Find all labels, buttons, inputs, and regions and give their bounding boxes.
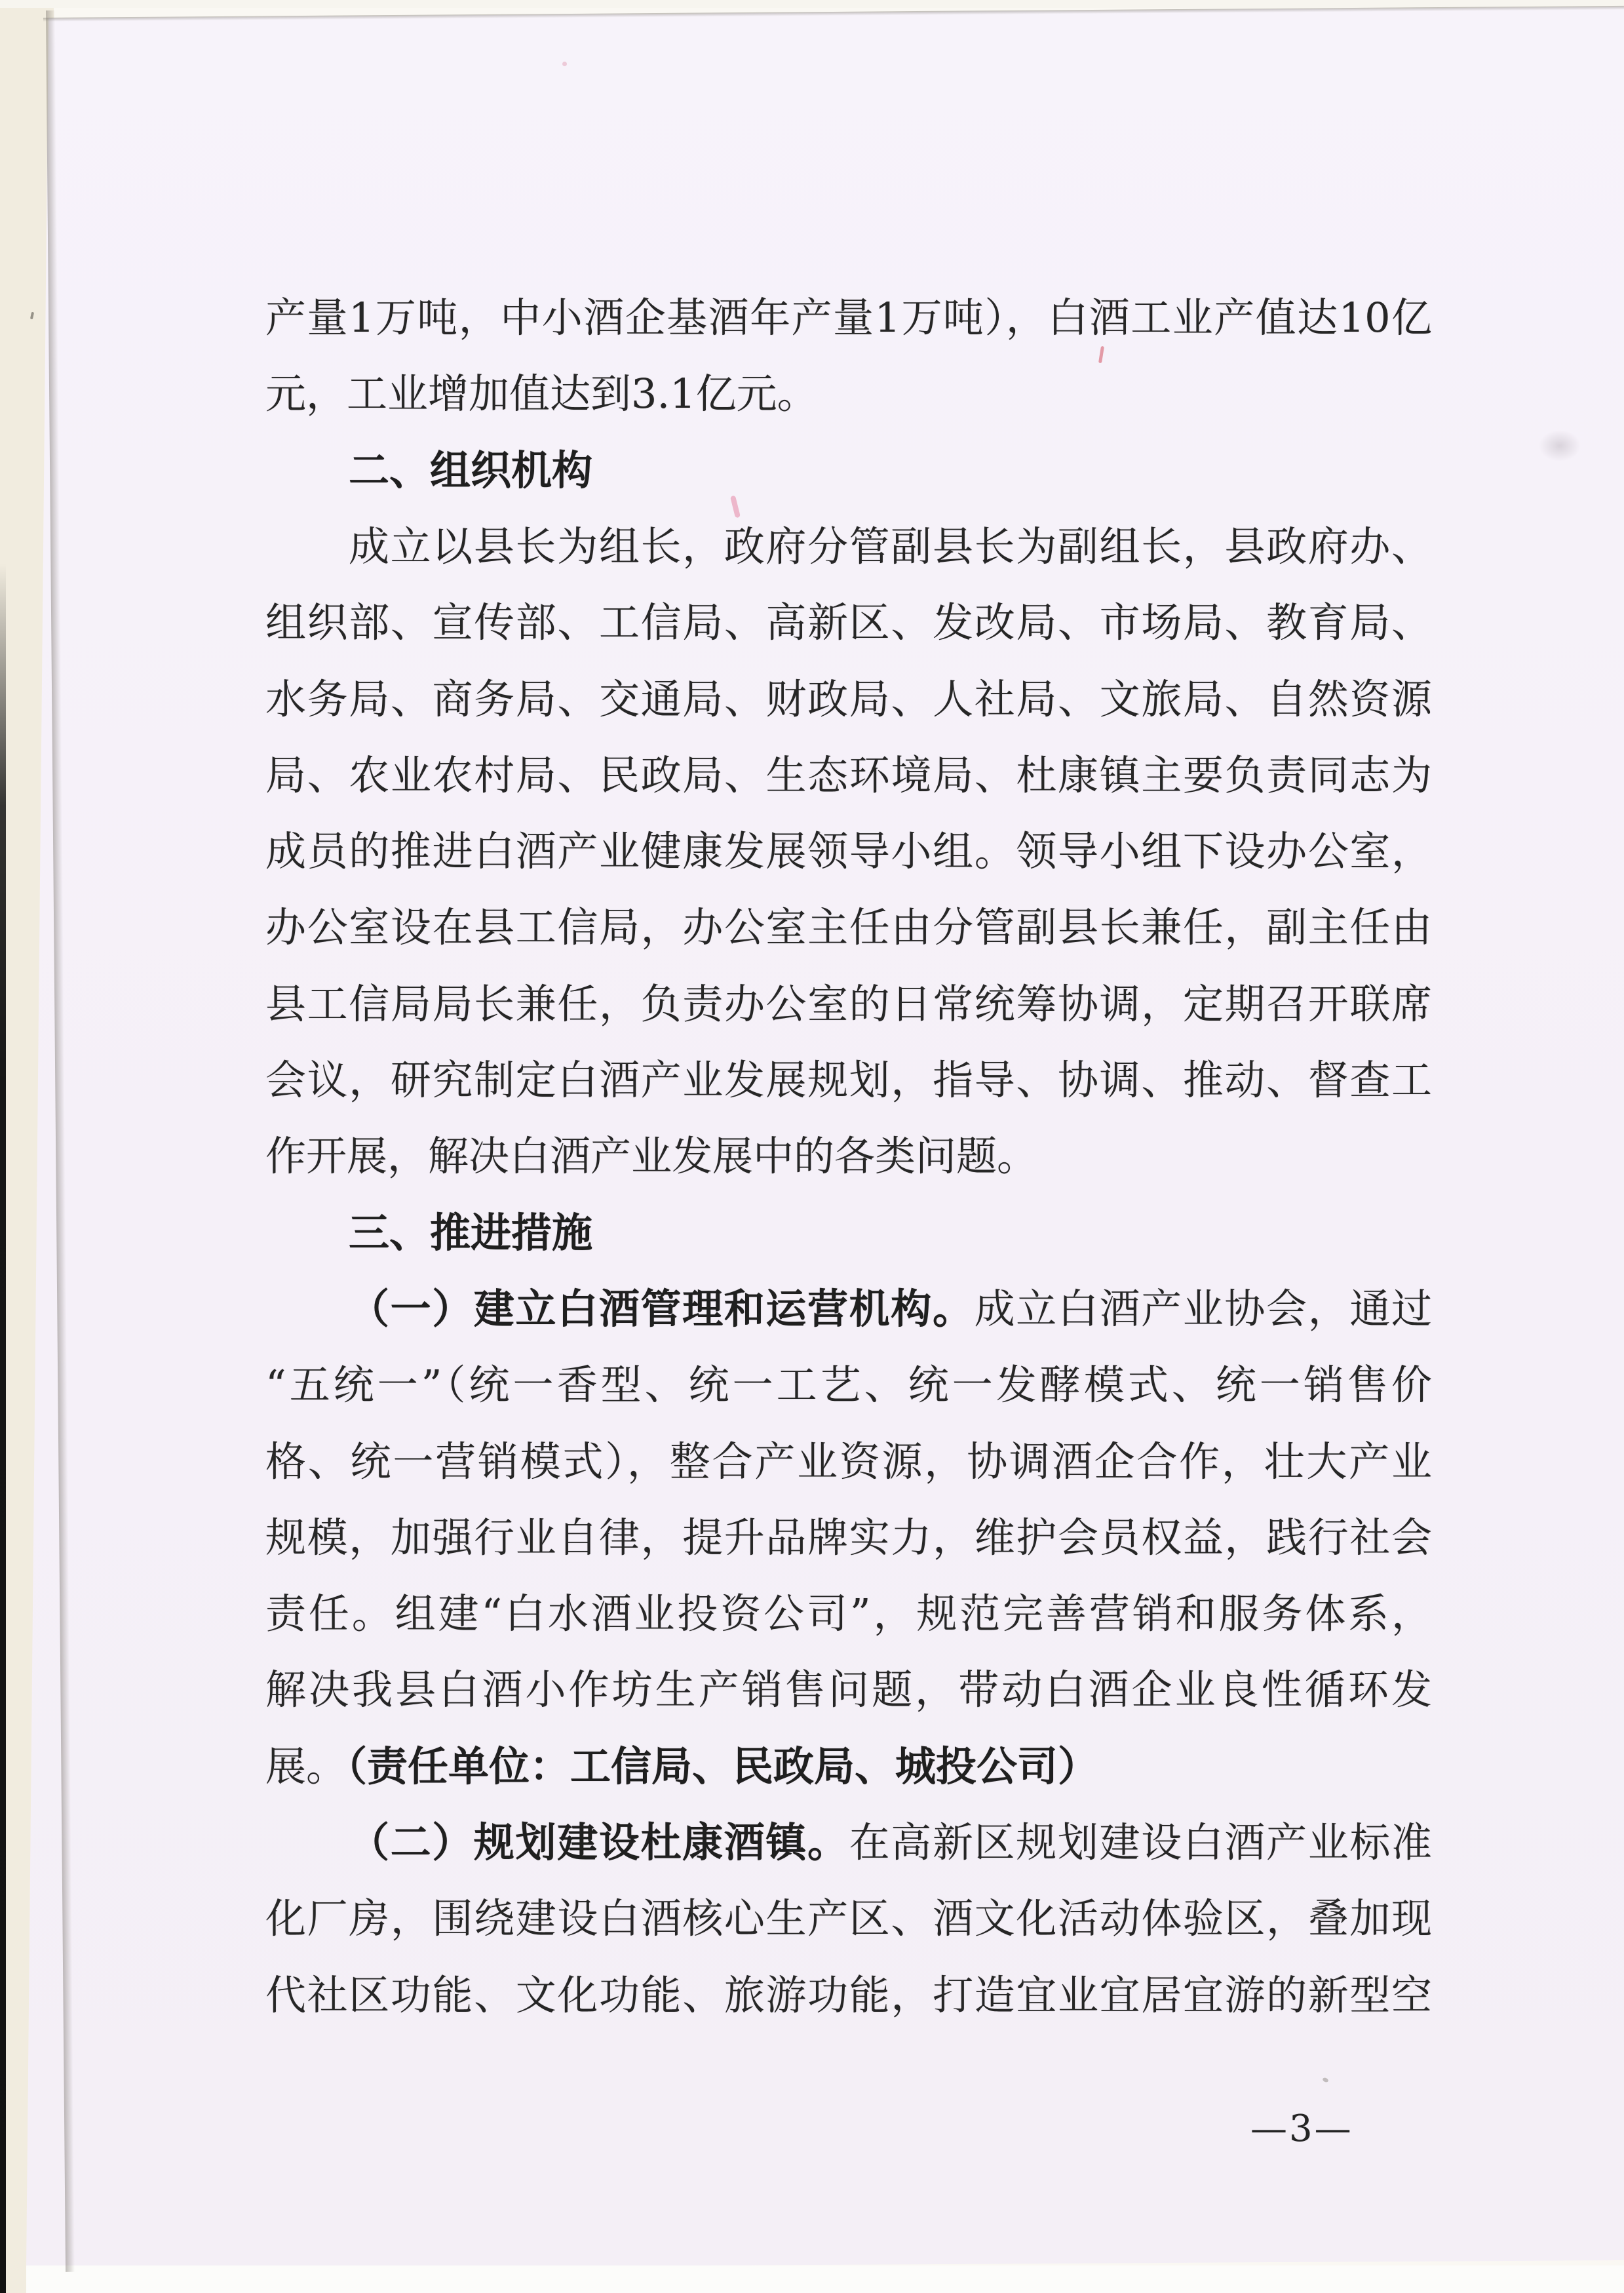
page-number: —3— xyxy=(1250,2107,1353,2150)
text-segment: 办公室设在县工信局，办公室主任由分管副县长兼任，副主任由 xyxy=(265,904,1432,951)
bold-text-segment: （二）规划建设杜康酒镇。 xyxy=(349,1819,849,1866)
text-segment: “五统一”（统一香型、统一工艺、统一发酵模式、统一销售价 xyxy=(265,1362,1432,1409)
text-segment: 会议，研究制定白酒产业发展规划，指导、协调、推动、督查工 xyxy=(265,1057,1432,1104)
bold-text-segment: 三、推进措施 xyxy=(349,1209,593,1257)
text-segment: 作开展，解决白酒产业发展中的各类问题。 xyxy=(265,1133,1038,1180)
text-line xyxy=(265,1362,1432,1411)
text-line xyxy=(349,1285,1432,1335)
text-line xyxy=(265,599,1432,649)
text-line xyxy=(265,1972,1432,2022)
text-line xyxy=(265,370,1432,420)
text-segment: 成立以县长为组长，政府分管副县长为副组长，县政府办、 xyxy=(349,523,1432,570)
text-segment: 在高新区规划建设白酒产业标准 xyxy=(849,1819,1432,1866)
text-line xyxy=(349,523,1432,573)
text-line xyxy=(265,981,1432,1030)
text-line xyxy=(265,1133,1432,1183)
text-line xyxy=(265,1590,1432,1640)
text-line xyxy=(265,1743,1432,1793)
text-segment: 代社区功能、文化功能、旅游功能，打造宜业宜居宜游的新型空 xyxy=(265,1972,1432,2019)
text-line xyxy=(349,1819,1432,1869)
text-line xyxy=(265,752,1432,802)
text-segment: 规模，加强行业自律，提升品牌实力，维护会员权益，践行社会 xyxy=(265,1514,1432,1561)
text-segment: 责任。组建“白水酒业投资公司”，规范完善营销和服务体系， xyxy=(265,1590,1432,1637)
text-segment: 局、农业农村局、民政局、生态环境局、杜康镇主要负责同志为 xyxy=(265,752,1432,799)
text-line xyxy=(265,828,1432,878)
section-heading xyxy=(349,447,1432,497)
text-line xyxy=(265,1438,1432,1488)
text-line xyxy=(265,676,1432,726)
text-segment: 组织部、宣传部、工信局、高新区、发改局、市场局、教育局、 xyxy=(265,599,1432,646)
text-segment: 水务局、商务局、交通局、财政局、人社局、文旅局、自然资源 xyxy=(265,676,1432,723)
text-segment: 解决我县白酒小作坊生产销售问题，带动白酒企业良性循环发 xyxy=(265,1666,1432,1714)
text-line xyxy=(265,904,1432,954)
text-line xyxy=(265,294,1432,344)
text-line xyxy=(265,1895,1432,1945)
text-segment: 格、统一营销模式），整合产业资源，协调酒企合作，壮大产业 xyxy=(265,1438,1432,1485)
text-segment: 县工信局局长兼任，负责办公室的日常统筹协调，定期召开联席 xyxy=(265,981,1432,1028)
text-segment: 展。 xyxy=(265,1743,347,1790)
text-segment: 元，工业增加值达到3.1亿元。 xyxy=(265,370,818,418)
bold-text-segment: （一）建立白酒管理和运营机构。 xyxy=(349,1285,975,1333)
text-segment: 产量1万吨，中小酒企基酒年产量1万吨），白酒工业产值达10亿 xyxy=(265,294,1432,342)
text-line xyxy=(265,1666,1432,1716)
text-line xyxy=(265,1057,1432,1107)
bold-text-segment: （责任单位：工信局、民政局、城投公司） xyxy=(347,1743,1099,1790)
text-segment: 化厂房，围绕建设白酒核心生产区、酒文化活动体验区，叠加现 xyxy=(265,1895,1432,1942)
text-line xyxy=(265,1514,1432,1564)
section-heading xyxy=(349,1209,1432,1259)
bold-text-segment: 二、组织机构 xyxy=(349,447,593,494)
text-segment: 成立白酒产业协会，通过 xyxy=(974,1285,1432,1333)
text-segment: 成员的推进白酒产业健康发展领导小组。领导小组下设办公室， xyxy=(265,828,1432,875)
